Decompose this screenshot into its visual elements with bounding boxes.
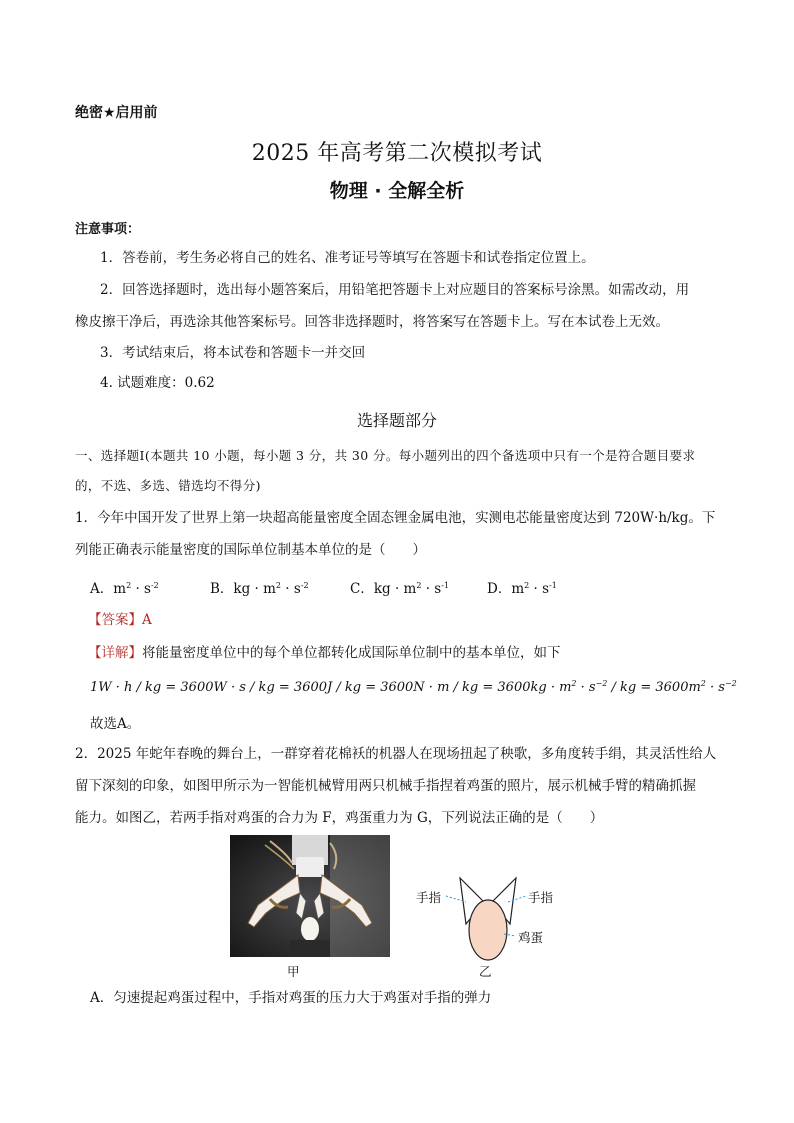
confidential-mark: 绝密★启用前 (75, 105, 158, 121)
q1-option-b: B．kg · $m^2 \cdot s^{-2}$ (210, 581, 309, 597)
exam-subtitle: 物理 · 全解全析 (329, 180, 465, 202)
section-title: 选择题部分 (356, 411, 437, 430)
q1-option-c: C．kg · $m^2 \cdot s^{-1}$ (350, 581, 450, 597)
q2-stem-line-2: 留下深刻的印象，如图甲所示为一智能机械臂用两只机械手指捏着鸡蛋的照片，展示机械手臂的精确抓握 (75, 778, 696, 794)
q2-stem-line-1: 2．2025 年蛇年春晚的舞台上，一群穿着花棉袄的机器人在现场扭起了秧歌，多角度转手绢，其灵活性给人 (75, 746, 717, 762)
q1-stem-line-1: 1．今年中国开发了世界上第一块超高能量密度全固态锂金属电池，实测电芯能量密度达到 720W·h/kg。下 (75, 510, 716, 526)
notice-title: 注意事项： (75, 222, 141, 237)
q1-detail: 【详解】将能量密度单位中的每个单位都转化成国际单位制中的基本单位，如下 (88, 645, 561, 661)
q1-option-a: A．$m^2 \cdot s^{-2}$ (90, 581, 159, 597)
figure-yi-caption: 乙 (479, 964, 492, 979)
notice-item-1: 1．答卷前，考生务必将自己的姓名、准考证号等填写在答题卡和试卷指定位置上。 (100, 250, 595, 266)
finger-egg-diagram (408, 858, 568, 968)
egg-shape (469, 900, 507, 960)
q1-stem-line-2: 列能正确表示能量密度的国际单位制基本单位的是（ ） (75, 542, 426, 558)
notice-item-3: 3．考试结束后，将本试卷和答题卡一并交回 (100, 345, 366, 361)
notice-item-4: 4. 试题难度：0.62 (100, 375, 215, 391)
robot-arm-illustration (230, 835, 390, 957)
figure-jia-caption: 甲 (287, 964, 300, 979)
robot-arm-photo (230, 835, 390, 957)
label-finger-right: 手指 (528, 890, 554, 905)
q1-formula: 1W · h / kg = 3600W · s / kg = 3600J / kg = 3600N · m / kg = $3600kg \cdot m^2 \cdot s^{-2}$ / kg = $3600m^2 \cdot s^{-2}$ (90, 679, 737, 695)
section-desc-line-1: 一、选择题Ⅰ(本题共 10 小题，每小题 3 分，共 30 分。每小题列出的四个备选项中只有一个是符合题目要求 (75, 448, 696, 463)
label-egg: 鸡蛋 (518, 930, 544, 945)
q1-conclusion: 故选A。 (90, 716, 141, 732)
exam-title: 2025 年高考第二次模拟考试 (251, 141, 543, 166)
q2-stem-line-3: 能力。如图乙，若两手指对鸡蛋的合力为 F，鸡蛋重力为 G，下列说法正确的是（ ） (75, 810, 604, 826)
notice-item-2-line-1: 2．回答选择题时，选出每小题答案后，用铅笔把答题卡上对应题目的答案标号涂黑。如需改动，用 (100, 282, 690, 298)
q1-answer: 【答案】A (88, 612, 152, 628)
section-desc-line-2: 的，不选、多选、错选均不得分) (75, 478, 261, 493)
q2-option-a: A．匀速提起鸡蛋过程中，手指对鸡蛋的压力大于鸡蛋对手指的弹力 (90, 990, 492, 1006)
label-finger-left: 手指 (416, 890, 442, 905)
q1-option-d: D．$m^2 \cdot s^{-1}$ (487, 581, 557, 597)
notice-item-2-line-2: 橡皮擦干净后，再选涂其他答案标号。回答非选择题时，将答案写在答题卡上。写在本试卷上无效。 (75, 314, 669, 330)
